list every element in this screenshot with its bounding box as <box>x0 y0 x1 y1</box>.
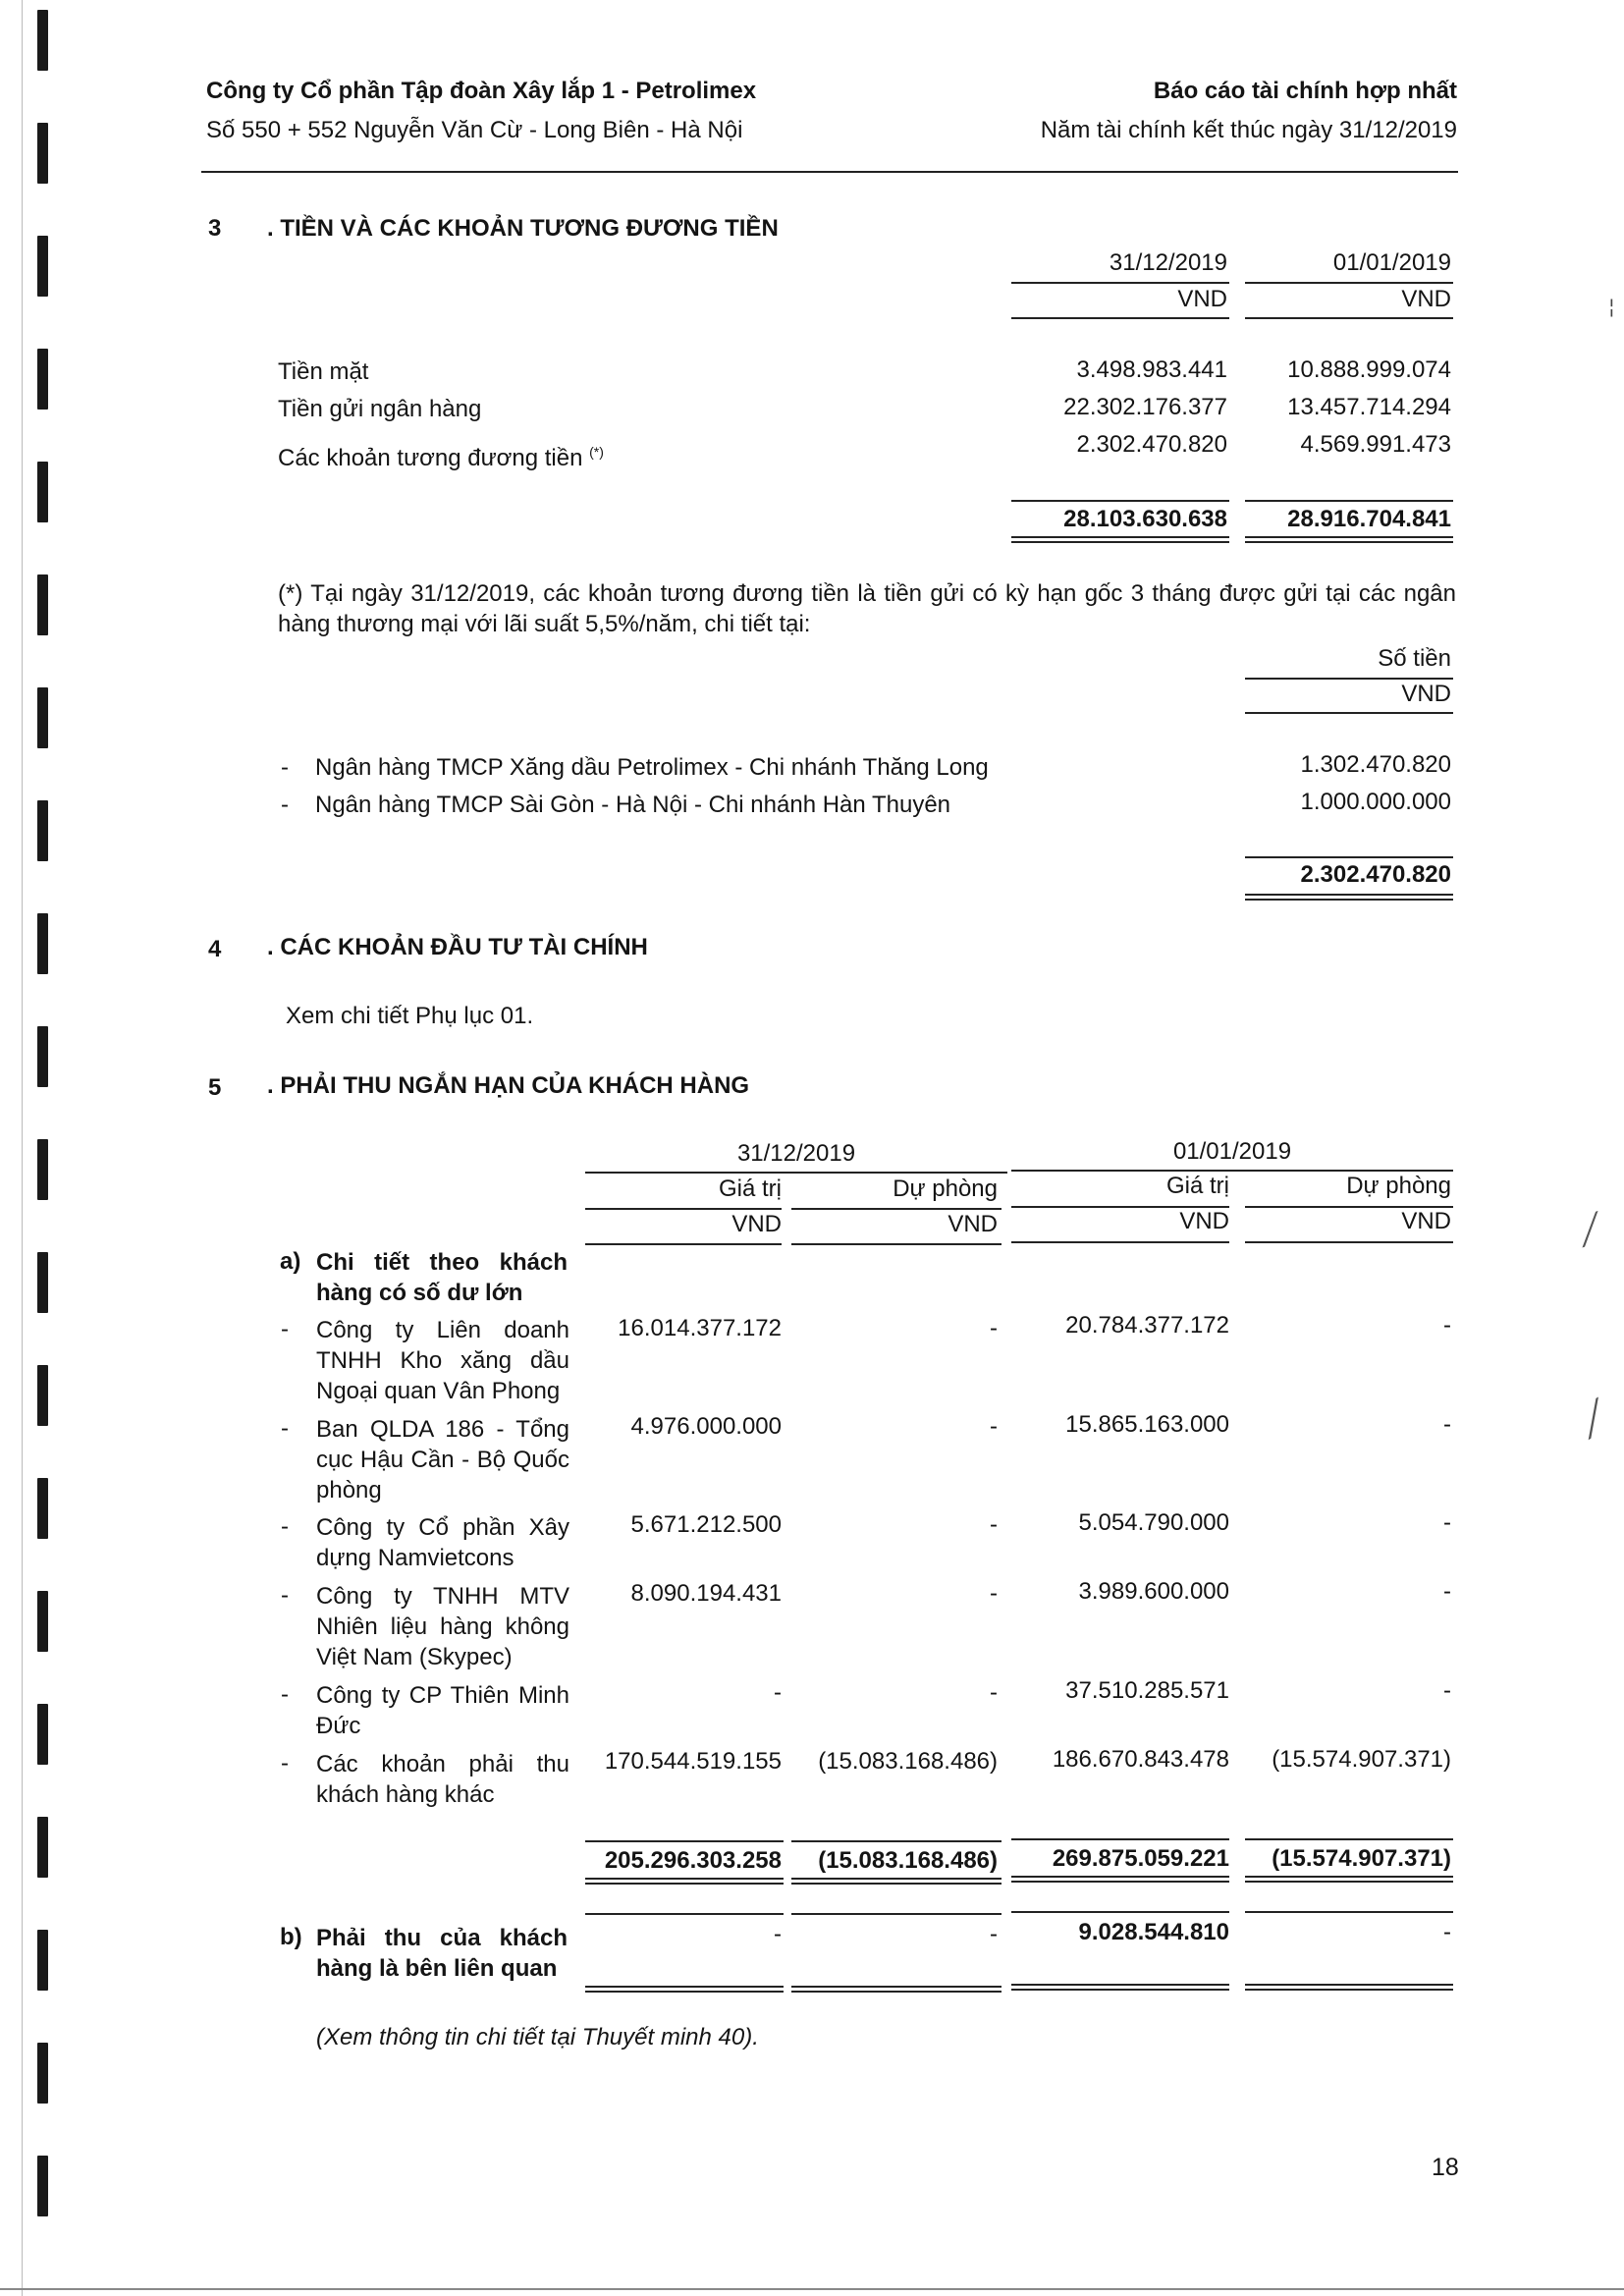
cell-provision-1: - <box>990 1921 998 1947</box>
col-rule <box>585 1913 784 1915</box>
total-rule <box>1245 1838 1453 1840</box>
row-label <box>278 437 604 473</box>
section-number: 5 <box>208 1074 222 1101</box>
subheading-prefix: a) <box>280 1248 301 1275</box>
total-double-rule <box>585 1878 784 1885</box>
total-double-rule <box>1011 536 1229 543</box>
binding-hole <box>37 913 48 974</box>
bullet: - <box>281 754 289 781</box>
binding-hole <box>37 1817 48 1878</box>
col-unit: VND <box>1401 1208 1451 1234</box>
margin-stamp-mark: ¦ <box>1608 295 1615 318</box>
row-label: Các khoản phải thu khách hàng khác <box>316 1751 569 1808</box>
binding-hole <box>37 1252 48 1313</box>
bullet: - <box>281 792 289 818</box>
col-date-2: 01/01/2019 <box>1332 249 1451 276</box>
col-rule <box>585 1172 1007 1174</box>
footnote-mark: (*) <box>589 444 604 460</box>
section-footnote: (Xem thông tin chi tiết tại Thuyết minh 40). <box>316 2024 759 2050</box>
section-text: Xem chi tiết Phụ lục 01. <box>286 1003 534 1029</box>
cell-provision-1: - <box>990 1315 998 1341</box>
col-date-1: 31/12/2019 <box>736 1140 856 1167</box>
total-value-1: 28.103.630.638 <box>1063 506 1227 532</box>
row-value-2: 13.457.714.294 <box>1287 394 1451 420</box>
detail-label: Ngân hàng TMCP Sài Gòn - Hà Nội - Chi nhánh Hàn Thuyên <box>315 792 951 818</box>
cell-value-1: 16.014.377.172 <box>618 1315 782 1341</box>
col-unit: VND <box>731 1211 782 1237</box>
detail-col-header: Số tiền <box>1378 645 1451 672</box>
total-double-rule <box>1011 1876 1229 1883</box>
section-note: (*) Tại ngày 31/12/2019, các khoản tương đương tiền là tiền gửi có kỳ hạn gốc 3 tháng được gửi tại các ngân hàng thương mại với lãi suất 5,5%/năm, chi tiết tại: <box>278 580 1456 637</box>
total-double-rule <box>1245 894 1453 901</box>
col-unit-1: VND <box>1177 286 1227 312</box>
header-address: Số 550 + 552 Nguyễn Văn Cừ - Long Biên - Hà Nội <box>206 117 743 143</box>
section-title: . TIỀN VÀ CÁC KHOẢN TƯƠNG ĐƯƠNG TIỀN <box>267 215 779 242</box>
col-rule <box>1245 1911 1453 1913</box>
col-rule <box>791 1913 1001 1915</box>
total-provision-1: (15.083.168.486) <box>818 1847 998 1874</box>
row-value-2: 10.888.999.074 <box>1287 356 1451 383</box>
cell-value-1: 5.671.212.500 <box>630 1511 782 1538</box>
cell-provision-2: (15.574.907.371) <box>1272 1746 1451 1773</box>
row-label: Công ty Cổ phần Xây dựng Namvietcons <box>316 1514 569 1571</box>
total-value-2: 28.916.704.841 <box>1287 506 1451 532</box>
binding-hole <box>37 462 48 522</box>
col-date-2: 01/01/2019 <box>1172 1138 1292 1165</box>
margin-signature-mark: ⟋ <box>1569 1204 1612 1257</box>
detail-total: 2.302.470.820 <box>1300 861 1451 888</box>
subheading-b: Phải thu của khách hàng là bên liên quan <box>316 1925 568 1982</box>
bullet: - <box>281 1582 289 1609</box>
cell-provision-2: - <box>1443 1677 1451 1704</box>
row-label: Tiền mặt <box>278 358 369 385</box>
col-unit: VND <box>947 1211 998 1237</box>
section-title: . CÁC KHOẢN ĐẦU TƯ TÀI CHÍNH <box>267 934 648 960</box>
total-rule <box>791 1840 1001 1842</box>
row-label: Ban QLDA 186 - Tổng cục Hậu Cần - Bộ Quốc phòng <box>316 1416 569 1503</box>
row-value-1: 3.498.983.441 <box>1076 356 1227 383</box>
page-number: 18 <box>1432 2154 1459 2181</box>
cell-value-1: 8.090.194.431 <box>630 1580 782 1607</box>
header-company: Công ty Cổ phần Tập đoàn Xây lắp 1 - Petrolimex <box>206 78 757 104</box>
subheading-prefix: b) <box>280 1924 302 1950</box>
col-rule <box>1245 282 1453 284</box>
row-label: Công ty CP Thiên Minh Đức <box>316 1682 569 1739</box>
total-rule <box>585 1840 784 1842</box>
cell-value-2: 37.510.285.571 <box>1065 1677 1229 1704</box>
row-label-text: Các khoản tương đương tiền <box>278 445 583 471</box>
cell-provision-2: - <box>1443 1578 1451 1605</box>
cell-value-1: 170.544.519.155 <box>604 1748 782 1775</box>
cell-value-1: - <box>774 1921 782 1947</box>
binding-hole <box>37 2156 48 2216</box>
subheading-a: Chi tiết theo khách hàng có số dư lớn <box>316 1249 568 1306</box>
cell-provision-1: - <box>990 1580 998 1607</box>
binding-hole <box>37 1704 48 1765</box>
total-double-rule <box>1245 536 1453 543</box>
section-title: . PHẢI THU NGẮN HẠN CỦA KHÁCH HÀNG <box>267 1072 750 1099</box>
cell-provision-2: - <box>1443 1312 1451 1339</box>
cell-value-2: 5.054.790.000 <box>1078 1509 1229 1536</box>
binding-hole <box>37 236 48 297</box>
col-rule <box>1011 1241 1229 1243</box>
total-rule <box>1245 500 1453 502</box>
col-rule <box>1245 1241 1453 1243</box>
total-double-rule <box>1011 1984 1229 1991</box>
binding-hole <box>37 1930 48 1991</box>
detail-value: 1.000.000.000 <box>1300 789 1451 815</box>
total-double-rule <box>585 1986 784 1993</box>
total-rule <box>1011 1838 1229 1840</box>
cell-provision-2: - <box>1443 1411 1451 1438</box>
col-unit-2: VND <box>1401 286 1451 312</box>
detail-label: Ngân hàng TMCP Xăng dầu Petrolimex - Chi nhánh Thăng Long <box>315 754 989 781</box>
row-value-1: 22.302.176.377 <box>1063 394 1227 420</box>
binding-hole <box>37 1478 48 1539</box>
row-label: Tiền gửi ngân hàng <box>278 396 482 422</box>
binding-hole <box>37 1139 48 1200</box>
bullet: - <box>281 1681 289 1708</box>
cell-value-2: 9.028.544.810 <box>1078 1919 1229 1945</box>
col-rule <box>1245 317 1453 319</box>
row-label: Công ty Liên doanh TNHH Kho xăng dầu Ngoại quan Vân Phong <box>316 1317 569 1404</box>
cell-provision-1: - <box>990 1679 998 1706</box>
col-unit: VND <box>1179 1208 1229 1234</box>
detail-value: 1.302.470.820 <box>1300 751 1451 778</box>
detail-col-unit: VND <box>1401 681 1451 707</box>
col-date-1: 31/12/2019 <box>1109 249 1227 276</box>
margin-signature-mark-2: ⟋ <box>1568 1390 1620 1449</box>
binding-hole <box>37 1026 48 1087</box>
total-double-rule <box>791 1986 1001 1993</box>
binding-hole <box>37 2043 48 2104</box>
col-value-2: Giá trị <box>1165 1173 1229 1199</box>
total-double-rule <box>1245 1876 1453 1883</box>
total-provision-2: (15.574.907.371) <box>1272 1845 1451 1872</box>
bullet: - <box>281 1750 289 1777</box>
section-number: 3 <box>208 215 222 242</box>
binding-hole <box>37 123 48 184</box>
col-rule <box>1011 317 1229 319</box>
binding-hole <box>37 574 48 635</box>
col-provision-2: Dự phòng <box>1346 1173 1451 1199</box>
col-rule <box>1011 282 1229 284</box>
total-value-2: 269.875.059.221 <box>1052 1845 1229 1872</box>
total-double-rule <box>791 1878 1001 1885</box>
binding-edge-line <box>22 0 23 2296</box>
header-rule <box>201 171 1458 173</box>
total-value-1: 205.296.303.258 <box>604 1847 782 1874</box>
bullet: - <box>281 1513 289 1540</box>
header-report-title: Báo cáo tài chính hợp nhất <box>1153 78 1457 104</box>
cell-provision-1: (15.083.168.486) <box>818 1748 998 1775</box>
binding-hole <box>37 800 48 861</box>
cell-value-2: 15.865.163.000 <box>1065 1411 1229 1438</box>
cell-value-2: 186.670.843.478 <box>1052 1746 1229 1773</box>
col-rule <box>585 1243 782 1245</box>
cell-value-2: 3.989.600.000 <box>1078 1578 1229 1605</box>
cell-provision-1: - <box>990 1413 998 1440</box>
binding-hole <box>37 687 48 748</box>
bullet: - <box>281 1316 289 1342</box>
bullet: - <box>281 1415 289 1442</box>
row-value-1: 2.302.470.820 <box>1076 431 1227 458</box>
col-value-1: Giá trị <box>718 1175 782 1202</box>
header-report-period: Năm tài chính kết thúc ngày 31/12/2019 <box>1040 117 1457 143</box>
binding-hole <box>37 349 48 410</box>
page-bottom-edge <box>0 2288 1624 2290</box>
binding-hole <box>37 1591 48 1652</box>
col-rule <box>791 1243 1001 1245</box>
cell-value-1: - <box>774 1679 782 1706</box>
cell-provision-1: - <box>990 1511 998 1538</box>
binding-hole <box>37 10 48 71</box>
cell-provision-2: - <box>1443 1919 1451 1945</box>
col-rule <box>1011 1911 1229 1913</box>
section-number: 4 <box>208 936 222 962</box>
col-rule <box>1245 712 1453 714</box>
total-rule <box>1245 856 1453 858</box>
total-rule <box>1011 500 1229 502</box>
cell-value-1: 4.976.000.000 <box>630 1413 782 1440</box>
binding-hole <box>37 1365 48 1426</box>
col-provision-1: Dự phòng <box>893 1175 998 1202</box>
cell-provision-2: - <box>1443 1509 1451 1536</box>
cell-value-2: 20.784.377.172 <box>1065 1312 1229 1339</box>
total-double-rule <box>1245 1984 1453 1991</box>
row-value-2: 4.569.991.473 <box>1300 431 1451 458</box>
row-label: Công ty TNHH MTV Nhiên liệu hàng không Việt Nam (Skypec) <box>316 1583 569 1670</box>
